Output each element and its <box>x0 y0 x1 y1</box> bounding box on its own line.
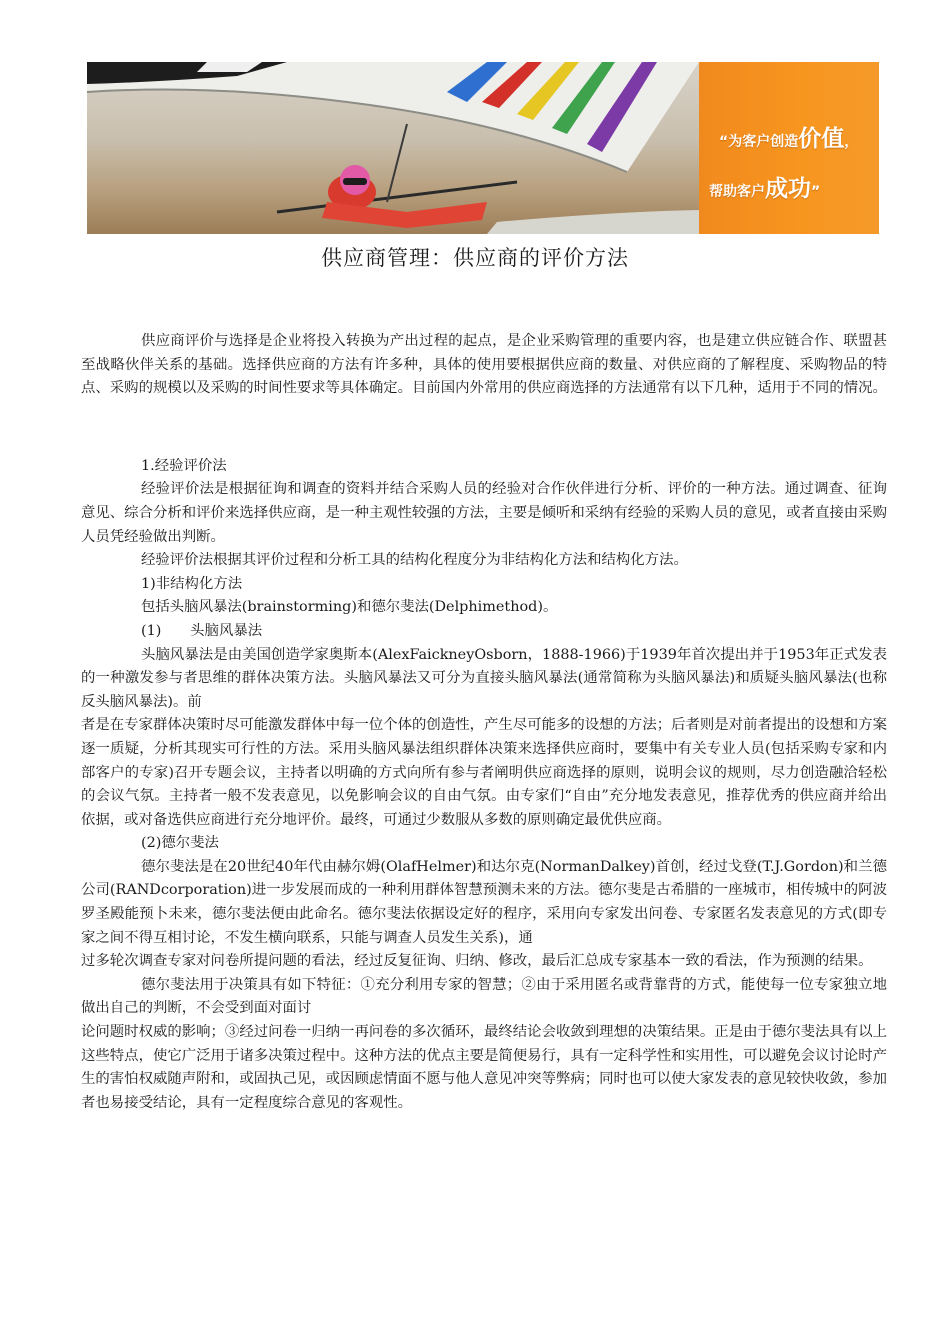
hang-glider-photo <box>87 62 699 234</box>
paragraph: 包括头脑风暴法(brainstorming)和德尔斐法(Delphimethod)。 <box>141 599 558 616</box>
paragraph: 头脑风暴法是由美国创造学家奥斯本(AlexFaickneyOsborn，1888-1966)于1939年首次提出并于1953年正式发表的一种激发参与者思维的群体决策方法。头脑风暴法又可分为直接头脑风暴法(通常简称为头脑风暴法)和质疑头脑风暴法(也称反头脑风暴法)。前 <box>81 646 887 710</box>
item-heading: (2)德尔斐法 <box>141 835 219 852</box>
slogan-emphasis: 成功 <box>765 176 811 202</box>
intro-paragraph: 供应商评价与选择是企业将投入转换为产出过程的起点，是企业采购管理的重要内容，也是建立供应链合作、联盟甚至战略伙伴关系的基础。选择供应商的方法有许多种，具体的使用要根据供应商的数量、对供应商的了解程度、采购物品的特点、采购的规模以及采购的时间性要求等具体确定。目前国内外常用的供应商选择的方法通常有以下几种，适用于不同的情况。 <box>81 333 887 397</box>
document-body <box>81 330 887 1115</box>
slogan-text: ， <box>844 134 859 150</box>
slogan-text: 帮助客户 <box>709 184 765 200</box>
slogan-text: ” <box>811 184 821 200</box>
header-banner <box>87 62 879 234</box>
paragraph: 过多轮次调查专家对问卷所提问题的看法，经过反复征询、归纳、修改，最后汇总成专家基本一致的看法，作为预测的结果。 <box>81 953 873 970</box>
slogan-emphasis: 价值 <box>798 126 845 152</box>
document-title: 供应商管理：供应商的评价方法 <box>321 246 629 270</box>
paragraph: 德尔斐法用于决策具有如下特征：①充分利用专家的智慧；②由于采用匿名或背靠背的方式，能使每一位专家独立地做出自己的判断，不会受到面对面讨 <box>81 976 887 1017</box>
slogan-line-1 <box>719 120 858 153</box>
subsection-heading: 1)非结构化方法 <box>141 575 243 592</box>
paragraph: 德尔斐法是在20世纪40年代由赫尔姆(OlafHelmer)和达尔克(NormanDalkey)首创，经过戈登(T.J.Gordon)和兰德公司(RANDcorporation)进一步发展而成的一种利用群体智慧预测未来的方法。德尔斐是古希腊的一座城市，相传城中的阿波罗圣殿能预卜未来，德尔斐法便由此命名。德尔斐法依据设定好的程序，采用向专家发出问卷、专家匿名发表意见的方式(即专家之间不得互相讨论，不发生横向联系，只能与调查人员发生关系)，通 <box>81 858 887 946</box>
slogan-text: “为客户创造 <box>719 134 799 150</box>
section-heading: 1.经验评价法 <box>141 457 227 474</box>
paragraph: 经验评价法是根据征询和调查的资料并结合采购人员的经验对合作伙伴进行分析、评价的一种方法。通过调查、征询意见、综合分析和评价来选择供应商，是一种主观性较强的方法，主要是倾听和采纳有经验的采购人员的意见，或者直接由采购人员凭经验做出判断。 <box>81 481 887 545</box>
item-heading: (1) 头脑风暴法 <box>141 622 263 639</box>
paragraph: 经验评价法根据其评价过程和分析工具的结构化程度分为非结构化方法和结构化方法。 <box>141 552 688 569</box>
slogan-line-2 <box>709 170 820 203</box>
hang-glider-illustration <box>87 62 699 234</box>
paragraph: 者是在专家群体决策时尽可能激发群体中每一位个体的创造性，产生尽可能多的设想的方法；后者则是对前者提出的设想和方案逐一质疑，分析其现实可行性的方法。采用头脑风暴法组织群体决策来选择供应商时，要集中有关专业人员(包括采购专家和内部客户的专家)召开专题会议，主持者以明确的方式向所有参与者阐明供应商选择的原则，说明会议的规则，尽力创造融洽轻松的会议气氛。主持者一般不发表意见，以免影响会议的自由气氛。由专家们“自由”充分地发表意见，推荐优秀的供应商并给出依据，或对备选供应商进行充分地评价。最终，可通过少数服从多数的原则确定最优供应商。 <box>81 717 887 828</box>
paragraph: 论问题时权威的影响；③经过问卷一归纳一再问卷的多次循环，最终结论会收敛到理想的决策结果。正是由于德尔斐法具有以上这些特点，使它广泛用于诸多决策过程中。这种方法的优点主要是简便易行，具有一定科学性和实用性，可以避免会议讨论时产生的害怕权威随声附和，或固执己见，或因顾虑情面不愿与他人意见冲突等弊病；同时也可以使大家发表的意见较快收敛，参加者也易接受结论，具有一定程度综合意见的客观性。 <box>81 1024 887 1111</box>
slogan-panel <box>699 62 879 234</box>
